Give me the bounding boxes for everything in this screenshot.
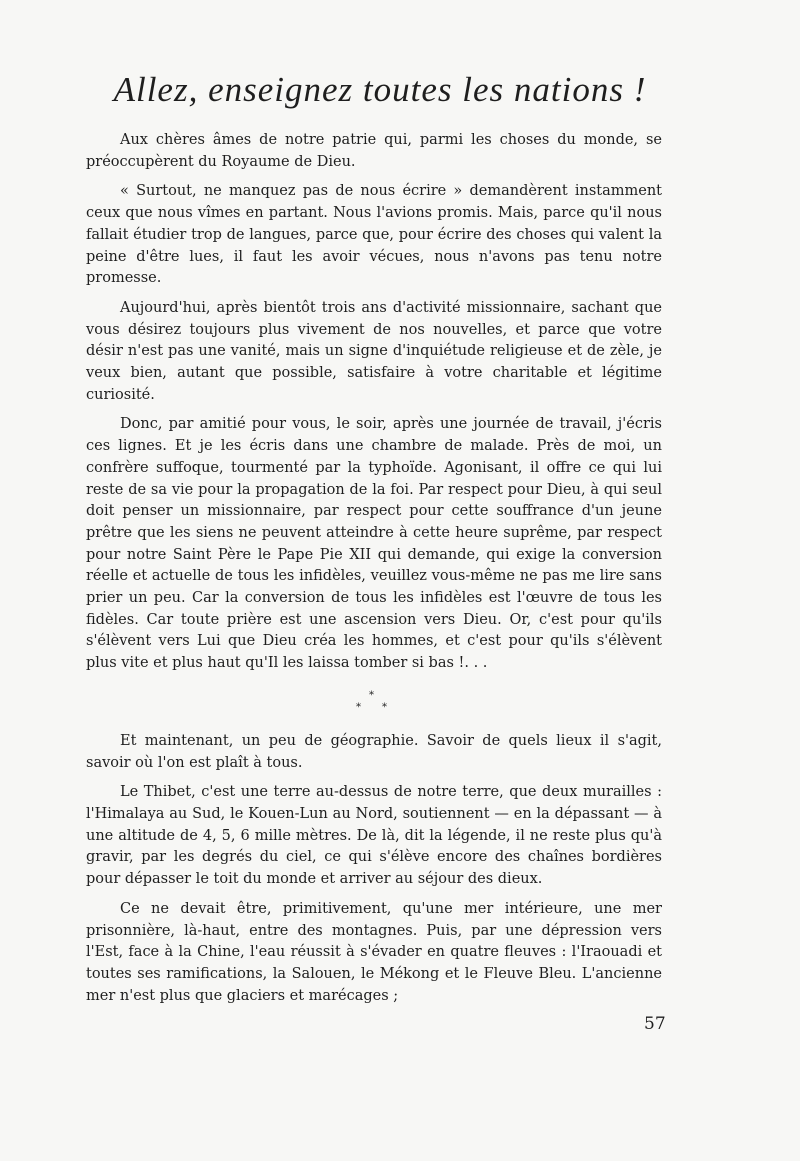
body-text [86, 130, 662, 1015]
paragraph: Et maintenant, un peu de géographie. Savoir de quels lieux il s'agit, savoir où l'on est plaît à tous. [86, 732, 662, 771]
paragraph: Aujourd'hui, après bientôt trois ans d'activité missionnaire, sachant que vous désirez toujours plus vivement de nos nouvelles, et parce que votre désir n'est pas une vanité, mais un signe d'inquiétude religieuse et de zèle, je veux bien, autant que possible, satisfaire à votre charitable et légitime curiosité. [86, 299, 662, 403]
page-number: 57 [644, 1014, 666, 1034]
paragraph: Le Thibet, c'est une terre au-dessus de notre terre, que deux murailles : l'Himalaya au Sud, le Kouen-Lun au Nord, soutiennent — en la dépassant — à une altitude de 4, 5, 6 mille mètres. De là, dit la légende, il ne reste plus qu'à gravir, par les degrés du ciel, ce qui s'élève encore des chaînes bordières pour dépasser le toit du monde et arriver au séjour des dieux. [86, 784, 662, 888]
asterism-star: * [369, 689, 374, 701]
paragraph-dedication: Aux chères âmes de notre patrie qui, parmi les choses du monde, se préoccupèrent du Royaume de Dieu. [86, 132, 662, 170]
paragraph: Ce ne devait être, primitivement, qu'une mer intérieure, une mer prisonnière, là-haut, entre des montagnes. Puis, par une dépression vers l'Est, face à la Chine, l'eau réussit à s'évader en quatre fleuves : l'Iraouadi et toutes ses ramifications, la Salouen, le Mékong et le Fleuve Bleu. L'ancienne mer n'est plus que glaciers et marécages ; [86, 900, 662, 1004]
asterism-star: * [356, 701, 361, 713]
paragraph: Donc, par amitié pour vous, le soir, après une journée de travail, j'écris ces lignes. Et je les écris dans une chambre de malade. Près de moi, un confrère suffoque, tourmenté par la typhoïde. Agonisant, il offre ce qui lui reste de sa vie pour la propagation de la foi. Par respect pour Dieu, à qui seul doit penser un missionnaire, par respect pour cette souffrance d'un jeune prêtre que les siens ne peuvent atteindre à cette heure suprême, par respect pour notre Saint Père le Pape Pie XII qui demande, qui exige la conversion réelle et actuelle de tous les infidèles, veuillez vous-même ne pas me lire sans prier un peu. Car la conversion de tous les infidèles est l'œuvre de tous les fidèles. Car toute prière est une ascension vers Dieu. Or, c'est pour qu'ils s'élèvent vers Lui que Dieu créa les hommes, et c'est pour qu'ils s'élèvent plus vite et plus haut qu'Il les laissa tomber si bas !. . . [86, 416, 662, 672]
paragraph: « Surtout, ne manquez pas de nous écrire » demandèrent instamment ceux que nous vîmes en partant. Nous l'avions promis. Mais, parce qu'il nous fallait étudier trop de langues, parce que, pour écrire des choses qui valent la peine d'être lues, il faut les avoir vécues, nous n'avons pas tenu notre promesse. [86, 183, 662, 287]
asterism-star: * [382, 701, 387, 713]
page-title: Allez, enseignez toutes les nations ! [113, 70, 647, 109]
section-divider-asterism [86, 685, 662, 725]
